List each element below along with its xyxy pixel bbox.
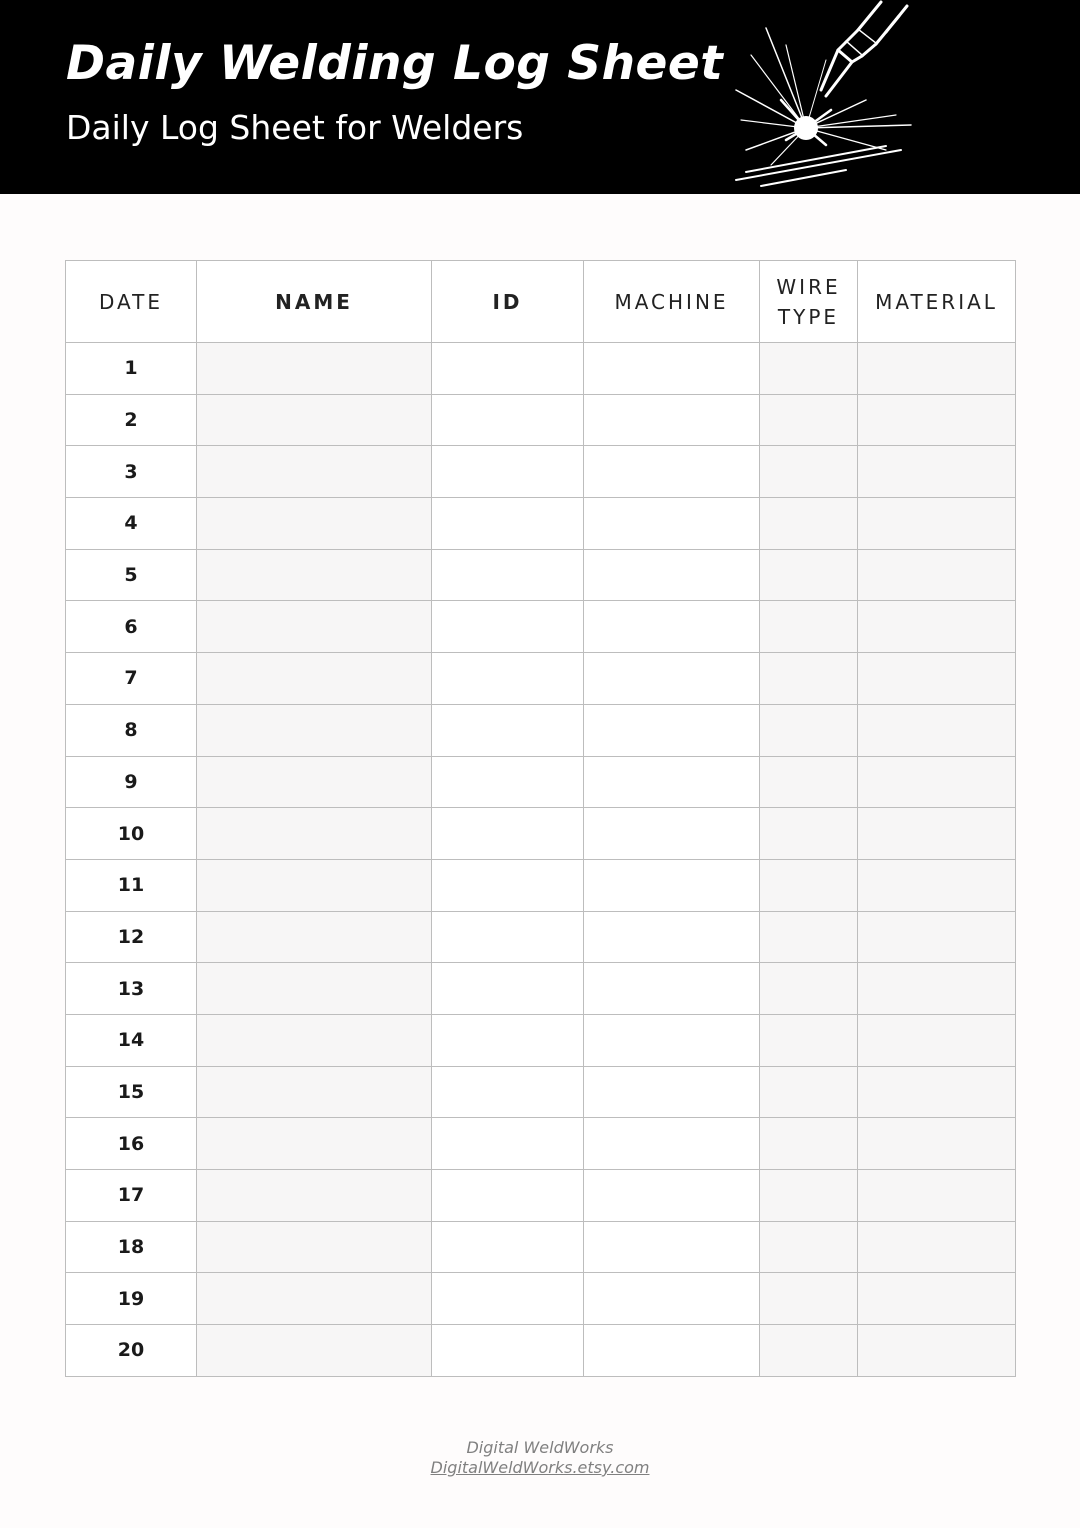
column-header-date: DATE bbox=[66, 261, 197, 343]
material-cell[interactable] bbox=[858, 808, 1016, 860]
machine-cell[interactable] bbox=[584, 911, 760, 963]
material-cell[interactable] bbox=[858, 498, 1016, 550]
wire-type-cell[interactable] bbox=[760, 653, 858, 705]
id-cell[interactable] bbox=[432, 756, 584, 808]
row-number: 11 bbox=[66, 859, 197, 911]
wire-type-cell[interactable] bbox=[760, 1221, 858, 1273]
id-cell[interactable] bbox=[432, 549, 584, 601]
table-header-row bbox=[66, 261, 1016, 343]
table-row bbox=[66, 808, 1016, 860]
machine-cell[interactable] bbox=[584, 859, 760, 911]
wire-type-cell[interactable] bbox=[760, 1118, 858, 1170]
material-cell[interactable] bbox=[858, 1118, 1016, 1170]
table-row bbox=[66, 1118, 1016, 1170]
row-number: 1 bbox=[66, 343, 197, 395]
wire-type-cell[interactable] bbox=[760, 1273, 858, 1325]
machine-cell[interactable] bbox=[584, 963, 760, 1015]
table-row bbox=[66, 911, 1016, 963]
table-row bbox=[66, 1273, 1016, 1325]
wire-type-cell[interactable] bbox=[760, 601, 858, 653]
wire-type-cell[interactable] bbox=[760, 963, 858, 1015]
id-cell[interactable] bbox=[432, 859, 584, 911]
material-cell[interactable] bbox=[858, 394, 1016, 446]
name-cell[interactable] bbox=[197, 1325, 432, 1377]
column-header-id: ID bbox=[432, 261, 584, 343]
table-row bbox=[66, 859, 1016, 911]
wire-type-cell[interactable] bbox=[760, 1325, 858, 1377]
table-row bbox=[66, 1221, 1016, 1273]
wire-type-cell[interactable] bbox=[760, 1170, 858, 1222]
row-number: 10 bbox=[66, 808, 197, 860]
id-cell[interactable] bbox=[432, 1325, 584, 1377]
material-cell[interactable] bbox=[858, 446, 1016, 498]
material-cell[interactable] bbox=[858, 704, 1016, 756]
id-cell[interactable] bbox=[432, 394, 584, 446]
table-row bbox=[66, 704, 1016, 756]
table-row bbox=[66, 601, 1016, 653]
wire-type-cell[interactable] bbox=[760, 549, 858, 601]
material-cell[interactable] bbox=[858, 1221, 1016, 1273]
name-cell[interactable] bbox=[197, 601, 432, 653]
machine-cell[interactable] bbox=[584, 498, 760, 550]
table-row bbox=[66, 1066, 1016, 1118]
id-cell[interactable] bbox=[432, 1014, 584, 1066]
material-cell[interactable] bbox=[858, 601, 1016, 653]
name-cell[interactable] bbox=[197, 911, 432, 963]
name-cell[interactable] bbox=[197, 1118, 432, 1170]
name-cell[interactable] bbox=[197, 394, 432, 446]
row-number: 5 bbox=[66, 549, 197, 601]
id-cell[interactable] bbox=[432, 911, 584, 963]
column-header-machine: MACHINE bbox=[584, 261, 760, 343]
id-cell[interactable] bbox=[432, 1273, 584, 1325]
machine-cell[interactable] bbox=[584, 756, 760, 808]
machine-cell[interactable] bbox=[584, 1118, 760, 1170]
row-number: 8 bbox=[66, 704, 197, 756]
name-cell[interactable] bbox=[197, 808, 432, 860]
id-cell[interactable] bbox=[432, 601, 584, 653]
wire-type-cell[interactable] bbox=[760, 343, 858, 395]
name-cell[interactable] bbox=[197, 1170, 432, 1222]
material-cell[interactable] bbox=[858, 911, 1016, 963]
material-cell[interactable] bbox=[858, 963, 1016, 1015]
material-cell[interactable] bbox=[858, 1170, 1016, 1222]
machine-cell[interactable] bbox=[584, 1221, 760, 1273]
id-cell[interactable] bbox=[432, 1221, 584, 1273]
table-row bbox=[66, 1325, 1016, 1377]
wire-type-cell[interactable] bbox=[760, 859, 858, 911]
row-number: 2 bbox=[66, 394, 197, 446]
footer-shop-link[interactable]: DigitalWeldWorks.etsy.com bbox=[430, 1458, 650, 1477]
id-cell[interactable] bbox=[432, 808, 584, 860]
name-cell[interactable] bbox=[197, 1066, 432, 1118]
table-row bbox=[66, 549, 1016, 601]
id-cell[interactable] bbox=[432, 498, 584, 550]
page-title: Daily Welding Log Sheet bbox=[66, 36, 724, 91]
material-cell[interactable] bbox=[858, 549, 1016, 601]
machine-cell[interactable] bbox=[584, 1273, 760, 1325]
name-cell[interactable] bbox=[197, 653, 432, 705]
wire-type-cell[interactable] bbox=[760, 1066, 858, 1118]
table-row bbox=[66, 394, 1016, 446]
machine-cell[interactable] bbox=[584, 343, 760, 395]
column-header-name: NAME bbox=[197, 261, 432, 343]
row-number: 12 bbox=[66, 911, 197, 963]
machine-cell[interactable] bbox=[584, 704, 760, 756]
row-number: 7 bbox=[66, 653, 197, 705]
row-number: 20 bbox=[66, 1325, 197, 1377]
material-cell[interactable] bbox=[858, 1066, 1016, 1118]
row-number: 16 bbox=[66, 1118, 197, 1170]
wire-type-cell[interactable] bbox=[760, 756, 858, 808]
machine-cell[interactable] bbox=[584, 1325, 760, 1377]
material-cell[interactable] bbox=[858, 343, 1016, 395]
material-cell[interactable] bbox=[858, 653, 1016, 705]
machine-cell[interactable] bbox=[584, 601, 760, 653]
material-cell[interactable] bbox=[858, 859, 1016, 911]
machine-cell[interactable] bbox=[584, 394, 760, 446]
header-banner bbox=[0, 0, 1080, 194]
name-cell[interactable] bbox=[197, 446, 432, 498]
id-cell[interactable] bbox=[432, 1118, 584, 1170]
table-row bbox=[66, 343, 1016, 395]
row-number: 17 bbox=[66, 1170, 197, 1222]
wire-type-cell[interactable] bbox=[760, 1014, 858, 1066]
table-row bbox=[66, 653, 1016, 705]
name-cell[interactable] bbox=[197, 343, 432, 395]
row-number: 4 bbox=[66, 498, 197, 550]
welding-log-table bbox=[65, 260, 1016, 1377]
id-cell[interactable] bbox=[432, 963, 584, 1015]
name-cell[interactable] bbox=[197, 1014, 432, 1066]
wire-type-cell[interactable] bbox=[760, 498, 858, 550]
id-cell[interactable] bbox=[432, 446, 584, 498]
id-cell[interactable] bbox=[432, 1066, 584, 1118]
id-cell[interactable] bbox=[432, 704, 584, 756]
id-cell[interactable] bbox=[432, 343, 584, 395]
machine-cell[interactable] bbox=[584, 1066, 760, 1118]
row-number: 6 bbox=[66, 601, 197, 653]
name-cell[interactable] bbox=[197, 963, 432, 1015]
table-row bbox=[66, 756, 1016, 808]
id-cell[interactable] bbox=[432, 653, 584, 705]
wire-type-cell[interactable] bbox=[760, 394, 858, 446]
name-cell[interactable] bbox=[197, 549, 432, 601]
name-cell[interactable] bbox=[197, 1221, 432, 1273]
table-row bbox=[66, 446, 1016, 498]
row-number: 18 bbox=[66, 1221, 197, 1273]
footer bbox=[0, 1438, 1080, 1478]
wire-type-cell[interactable] bbox=[760, 446, 858, 498]
material-cell[interactable] bbox=[858, 1273, 1016, 1325]
name-cell[interactable] bbox=[197, 756, 432, 808]
name-cell[interactable] bbox=[197, 498, 432, 550]
machine-cell[interactable] bbox=[584, 808, 760, 860]
wire-type-cell[interactable] bbox=[760, 808, 858, 860]
column-header-wire-type: WIRE TYPE bbox=[760, 261, 858, 343]
table-row bbox=[66, 498, 1016, 550]
machine-cell[interactable] bbox=[584, 446, 760, 498]
row-number: 9 bbox=[66, 756, 197, 808]
row-number: 15 bbox=[66, 1066, 197, 1118]
machine-cell[interactable] bbox=[584, 1014, 760, 1066]
row-number: 3 bbox=[66, 446, 197, 498]
name-cell[interactable] bbox=[197, 859, 432, 911]
row-number: 19 bbox=[66, 1273, 197, 1325]
material-cell[interactable] bbox=[858, 756, 1016, 808]
table-row bbox=[66, 1170, 1016, 1222]
machine-cell[interactable] bbox=[584, 653, 760, 705]
material-cell[interactable] bbox=[858, 1014, 1016, 1066]
column-header-material: MATERIAL bbox=[858, 261, 1016, 343]
material-cell[interactable] bbox=[858, 1325, 1016, 1377]
wire-type-cell[interactable] bbox=[760, 704, 858, 756]
welding-torch-sparks-icon bbox=[726, 0, 926, 194]
page-subtitle: Daily Log Sheet for Welders bbox=[66, 108, 524, 147]
row-number: 14 bbox=[66, 1014, 197, 1066]
machine-cell[interactable] bbox=[584, 549, 760, 601]
table-row bbox=[66, 1014, 1016, 1066]
row-number: 13 bbox=[66, 963, 197, 1015]
footer-brand: Digital WeldWorks bbox=[466, 1438, 614, 1457]
table-row bbox=[66, 963, 1016, 1015]
wire-type-cell[interactable] bbox=[760, 911, 858, 963]
name-cell[interactable] bbox=[197, 1273, 432, 1325]
name-cell[interactable] bbox=[197, 704, 432, 756]
table-body bbox=[66, 343, 1016, 1377]
id-cell[interactable] bbox=[432, 1170, 584, 1222]
machine-cell[interactable] bbox=[584, 1170, 760, 1222]
